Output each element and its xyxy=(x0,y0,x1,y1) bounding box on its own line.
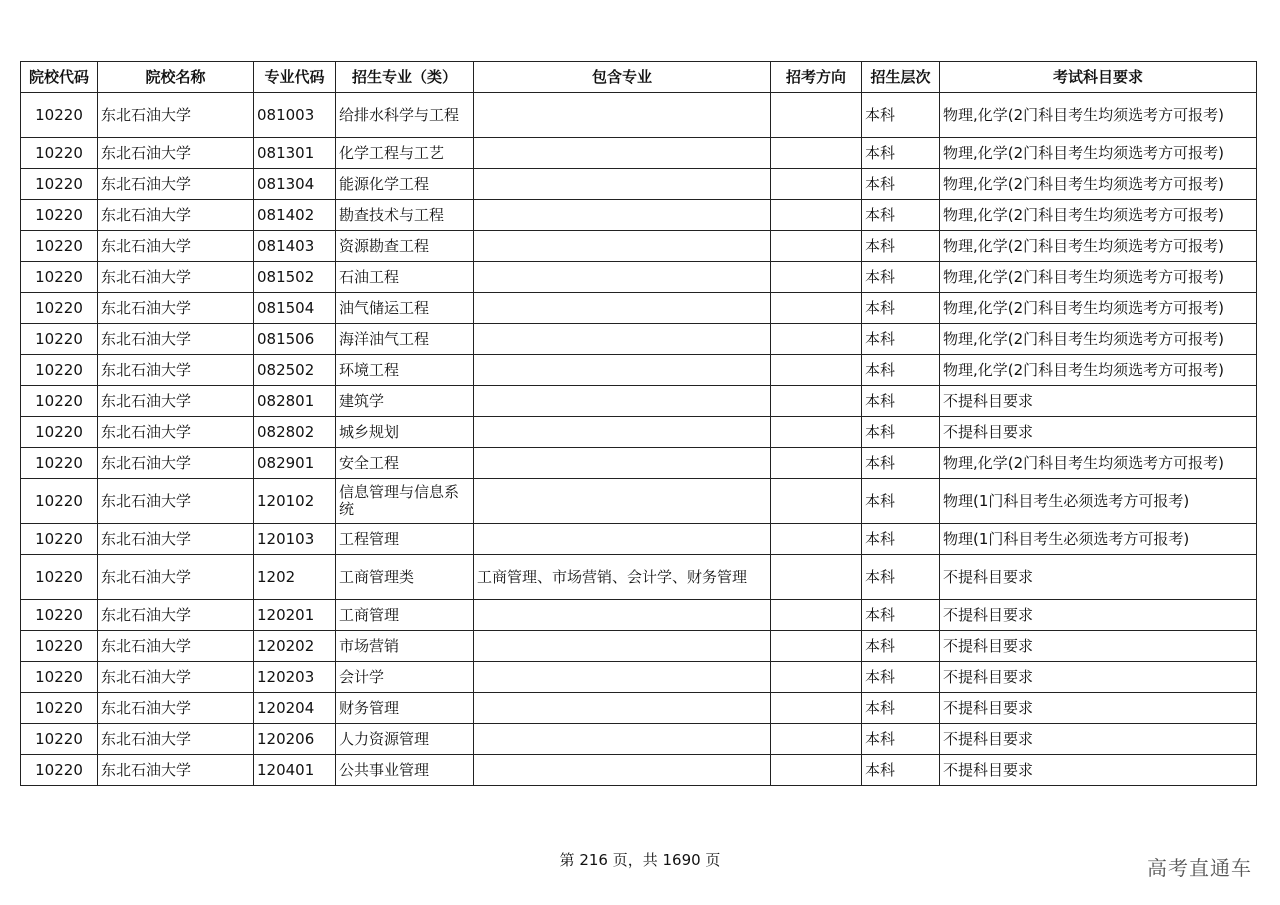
table-row xyxy=(21,200,1257,231)
cell-direction xyxy=(771,600,862,631)
cell-level: 本科 xyxy=(862,448,940,479)
header-includes: 包含专业 xyxy=(474,62,771,93)
cell-major-code: 120204 xyxy=(254,693,336,724)
cell-school-name: 东北石油大学 xyxy=(98,355,254,386)
cell-requirement: 物理,化学(2门科目考生均须选考方可报考) xyxy=(940,93,1257,138)
cell-school-name: 东北石油大学 xyxy=(98,662,254,693)
cell-includes xyxy=(474,448,771,479)
cell-requirement: 不提科目要求 xyxy=(940,417,1257,448)
cell-requirement: 物理,化学(2门科目考生均须选考方可报考) xyxy=(940,324,1257,355)
cell-direction xyxy=(771,138,862,169)
cell-major-code: 081003 xyxy=(254,93,336,138)
cell-school-code: 10220 xyxy=(21,200,98,231)
cell-major-code: 081502 xyxy=(254,262,336,293)
watermark-logo: 高考直通车 xyxy=(1147,856,1252,880)
cell-level: 本科 xyxy=(862,693,940,724)
cell-school-name: 东北石油大学 xyxy=(98,93,254,138)
cell-school-name: 东北石油大学 xyxy=(98,386,254,417)
cell-level: 本科 xyxy=(862,93,940,138)
cell-direction xyxy=(771,169,862,200)
cell-level: 本科 xyxy=(862,138,940,169)
cell-school-name: 东北石油大学 xyxy=(98,417,254,448)
table-row xyxy=(21,169,1257,200)
cell-school-name: 东北石油大学 xyxy=(98,169,254,200)
header-row xyxy=(21,62,1257,93)
cell-major-code: 081506 xyxy=(254,324,336,355)
cell-school-name: 东北石油大学 xyxy=(98,693,254,724)
cell-includes xyxy=(474,662,771,693)
cell-school-name: 东北石油大学 xyxy=(98,138,254,169)
cell-major-code: 082502 xyxy=(254,355,336,386)
page-number: 第 216 页，共 1690 页 xyxy=(559,851,721,869)
cell-major-code: 082801 xyxy=(254,386,336,417)
table-row xyxy=(21,724,1257,755)
cell-direction xyxy=(771,662,862,693)
cell-major-code: 082901 xyxy=(254,448,336,479)
header-direction: 招考方向 xyxy=(771,62,862,93)
cell-school-name: 东北石油大学 xyxy=(98,200,254,231)
cell-includes xyxy=(474,755,771,786)
cell-level: 本科 xyxy=(862,355,940,386)
cell-requirement: 不提科目要求 xyxy=(940,555,1257,600)
cell-level: 本科 xyxy=(862,755,940,786)
table-row xyxy=(21,231,1257,262)
cell-school-code: 10220 xyxy=(21,169,98,200)
cell-includes xyxy=(474,138,771,169)
cell-level: 本科 xyxy=(862,600,940,631)
table-body xyxy=(21,93,1257,786)
header-requirement: 考试科目要求 xyxy=(940,62,1257,93)
cell-major: 信息管理与信息系统 xyxy=(336,479,474,524)
cell-major-code: 120203 xyxy=(254,662,336,693)
cell-requirement: 物理,化学(2门科目考生均须选考方可报考) xyxy=(940,231,1257,262)
cell-major-code: 1202 xyxy=(254,555,336,600)
cell-school-code: 10220 xyxy=(21,693,98,724)
cell-includes xyxy=(474,169,771,200)
cell-major-code: 120401 xyxy=(254,755,336,786)
cell-level: 本科 xyxy=(862,479,940,524)
cell-level: 本科 xyxy=(862,631,940,662)
cell-requirement: 物理,化学(2门科目考生均须选考方可报考) xyxy=(940,200,1257,231)
cell-major-code: 081504 xyxy=(254,293,336,324)
header-major-code: 专业代码 xyxy=(254,62,336,93)
table-row xyxy=(21,417,1257,448)
cell-school-name: 东北石油大学 xyxy=(98,448,254,479)
cell-school-code: 10220 xyxy=(21,324,98,355)
cell-major: 石油工程 xyxy=(336,262,474,293)
cell-school-name: 东北石油大学 xyxy=(98,755,254,786)
cell-includes xyxy=(474,631,771,662)
cell-requirement: 物理,化学(2门科目考生均须选考方可报考) xyxy=(940,293,1257,324)
cell-school-name: 东北石油大学 xyxy=(98,262,254,293)
cell-school-code: 10220 xyxy=(21,479,98,524)
cell-major-code: 081304 xyxy=(254,169,336,200)
table-row xyxy=(21,524,1257,555)
cell-direction xyxy=(771,448,862,479)
cell-major-code: 120102 xyxy=(254,479,336,524)
cell-direction xyxy=(771,724,862,755)
cell-school-code: 10220 xyxy=(21,724,98,755)
cell-requirement: 不提科目要求 xyxy=(940,600,1257,631)
cell-requirement: 不提科目要求 xyxy=(940,386,1257,417)
cell-major-code: 120201 xyxy=(254,600,336,631)
cell-includes: 工商管理、市场营销、会计学、财务管理 xyxy=(474,555,771,600)
cell-school-name: 东北石油大学 xyxy=(98,231,254,262)
cell-direction xyxy=(771,324,862,355)
cell-requirement: 物理(1门科目考生必须选考方可报考) xyxy=(940,479,1257,524)
cell-includes xyxy=(474,600,771,631)
cell-school-name: 东北石油大学 xyxy=(98,724,254,755)
cell-level: 本科 xyxy=(862,662,940,693)
cell-direction xyxy=(771,231,862,262)
cell-major: 工程管理 xyxy=(336,524,474,555)
cell-direction xyxy=(771,417,862,448)
header-major: 招生专业（类） xyxy=(336,62,474,93)
cell-major-code: 082802 xyxy=(254,417,336,448)
header-school-name: 院校名称 xyxy=(98,62,254,93)
cell-major-code: 081403 xyxy=(254,231,336,262)
cell-major: 海洋油气工程 xyxy=(336,324,474,355)
cell-direction xyxy=(771,631,862,662)
cell-requirement: 物理,化学(2门科目考生均须选考方可报考) xyxy=(940,262,1257,293)
cell-major: 资源勘查工程 xyxy=(336,231,474,262)
cell-includes xyxy=(474,324,771,355)
cell-requirement: 不提科目要求 xyxy=(940,755,1257,786)
cell-school-name: 东北石油大学 xyxy=(98,524,254,555)
table-row xyxy=(21,93,1257,138)
cell-school-code: 10220 xyxy=(21,355,98,386)
cell-includes xyxy=(474,524,771,555)
table-row xyxy=(21,693,1257,724)
cell-direction xyxy=(771,479,862,524)
table-row xyxy=(21,479,1257,524)
cell-school-code: 10220 xyxy=(21,138,98,169)
cell-school-code: 10220 xyxy=(21,93,98,138)
cell-level: 本科 xyxy=(862,324,940,355)
cell-school-name: 东北石油大学 xyxy=(98,324,254,355)
cell-direction xyxy=(771,386,862,417)
cell-major: 建筑学 xyxy=(336,386,474,417)
cell-includes xyxy=(474,417,771,448)
cell-direction xyxy=(771,200,862,231)
cell-major: 工商管理类 xyxy=(336,555,474,600)
cell-school-name: 东北石油大学 xyxy=(98,631,254,662)
cell-school-name: 东北石油大学 xyxy=(98,555,254,600)
header-school-code: 院校代码 xyxy=(21,62,98,93)
cell-level: 本科 xyxy=(862,724,940,755)
cell-requirement: 不提科目要求 xyxy=(940,724,1257,755)
cell-major: 给排水科学与工程 xyxy=(336,93,474,138)
cell-school-code: 10220 xyxy=(21,417,98,448)
cell-school-name: 东北石油大学 xyxy=(98,479,254,524)
cell-major: 会计学 xyxy=(336,662,474,693)
cell-includes xyxy=(474,200,771,231)
table-row xyxy=(21,662,1257,693)
cell-direction xyxy=(771,755,862,786)
cell-includes xyxy=(474,479,771,524)
table-row xyxy=(21,631,1257,662)
cell-direction xyxy=(771,93,862,138)
cell-requirement: 物理,化学(2门科目考生均须选考方可报考) xyxy=(940,355,1257,386)
cell-school-code: 10220 xyxy=(21,386,98,417)
cell-requirement: 不提科目要求 xyxy=(940,662,1257,693)
cell-major: 安全工程 xyxy=(336,448,474,479)
cell-major: 公共事业管理 xyxy=(336,755,474,786)
cell-includes xyxy=(474,293,771,324)
table-row xyxy=(21,293,1257,324)
cell-level: 本科 xyxy=(862,262,940,293)
cell-level: 本科 xyxy=(862,417,940,448)
cell-school-code: 10220 xyxy=(21,555,98,600)
cell-school-code: 10220 xyxy=(21,524,98,555)
cell-requirement: 不提科目要求 xyxy=(940,631,1257,662)
cell-major: 油气储运工程 xyxy=(336,293,474,324)
cell-level: 本科 xyxy=(862,200,940,231)
cell-includes xyxy=(474,386,771,417)
cell-school-code: 10220 xyxy=(21,755,98,786)
cell-school-name: 东北石油大学 xyxy=(98,600,254,631)
cell-level: 本科 xyxy=(862,231,940,262)
cell-major: 城乡规划 xyxy=(336,417,474,448)
cell-level: 本科 xyxy=(862,524,940,555)
cell-major: 环境工程 xyxy=(336,355,474,386)
cell-level: 本科 xyxy=(862,555,940,600)
cell-school-code: 10220 xyxy=(21,231,98,262)
cell-major-code: 120103 xyxy=(254,524,336,555)
cell-major: 化学工程与工艺 xyxy=(336,138,474,169)
cell-school-code: 10220 xyxy=(21,662,98,693)
table-row xyxy=(21,600,1257,631)
cell-school-code: 10220 xyxy=(21,293,98,324)
table-row xyxy=(21,386,1257,417)
cell-includes xyxy=(474,355,771,386)
cell-major-code: 081402 xyxy=(254,200,336,231)
cell-requirement: 物理,化学(2门科目考生均须选考方可报考) xyxy=(940,448,1257,479)
cell-includes xyxy=(474,262,771,293)
table-row xyxy=(21,755,1257,786)
cell-school-code: 10220 xyxy=(21,448,98,479)
table-row xyxy=(21,324,1257,355)
cell-direction xyxy=(771,555,862,600)
cell-requirement: 不提科目要求 xyxy=(940,693,1257,724)
cell-level: 本科 xyxy=(862,386,940,417)
admission-table xyxy=(20,61,1257,786)
cell-direction xyxy=(771,355,862,386)
cell-requirement: 物理,化学(2门科目考生均须选考方可报考) xyxy=(940,169,1257,200)
cell-major-code: 120202 xyxy=(254,631,336,662)
cell-major: 能源化学工程 xyxy=(336,169,474,200)
table-row xyxy=(21,262,1257,293)
cell-major: 工商管理 xyxy=(336,600,474,631)
cell-direction xyxy=(771,262,862,293)
cell-school-name: 东北石油大学 xyxy=(98,293,254,324)
cell-school-code: 10220 xyxy=(21,631,98,662)
cell-includes xyxy=(474,93,771,138)
cell-major: 财务管理 xyxy=(336,693,474,724)
cell-major-code: 081301 xyxy=(254,138,336,169)
cell-major: 市场营销 xyxy=(336,631,474,662)
cell-includes xyxy=(474,231,771,262)
cell-level: 本科 xyxy=(862,169,940,200)
cell-requirement: 物理(1门科目考生必须选考方可报考) xyxy=(940,524,1257,555)
cell-direction xyxy=(771,693,862,724)
header-level: 招生层次 xyxy=(862,62,940,93)
cell-direction xyxy=(771,524,862,555)
cell-requirement: 物理,化学(2门科目考生均须选考方可报考) xyxy=(940,138,1257,169)
cell-direction xyxy=(771,293,862,324)
cell-includes xyxy=(474,724,771,755)
cell-school-code: 10220 xyxy=(21,600,98,631)
table-row xyxy=(21,138,1257,169)
table-row xyxy=(21,355,1257,386)
table-row xyxy=(21,448,1257,479)
cell-major: 人力资源管理 xyxy=(336,724,474,755)
cell-school-code: 10220 xyxy=(21,262,98,293)
cell-includes xyxy=(474,693,771,724)
cell-major: 勘查技术与工程 xyxy=(336,200,474,231)
cell-level: 本科 xyxy=(862,293,940,324)
cell-major-code: 120206 xyxy=(254,724,336,755)
table-row xyxy=(21,555,1257,600)
